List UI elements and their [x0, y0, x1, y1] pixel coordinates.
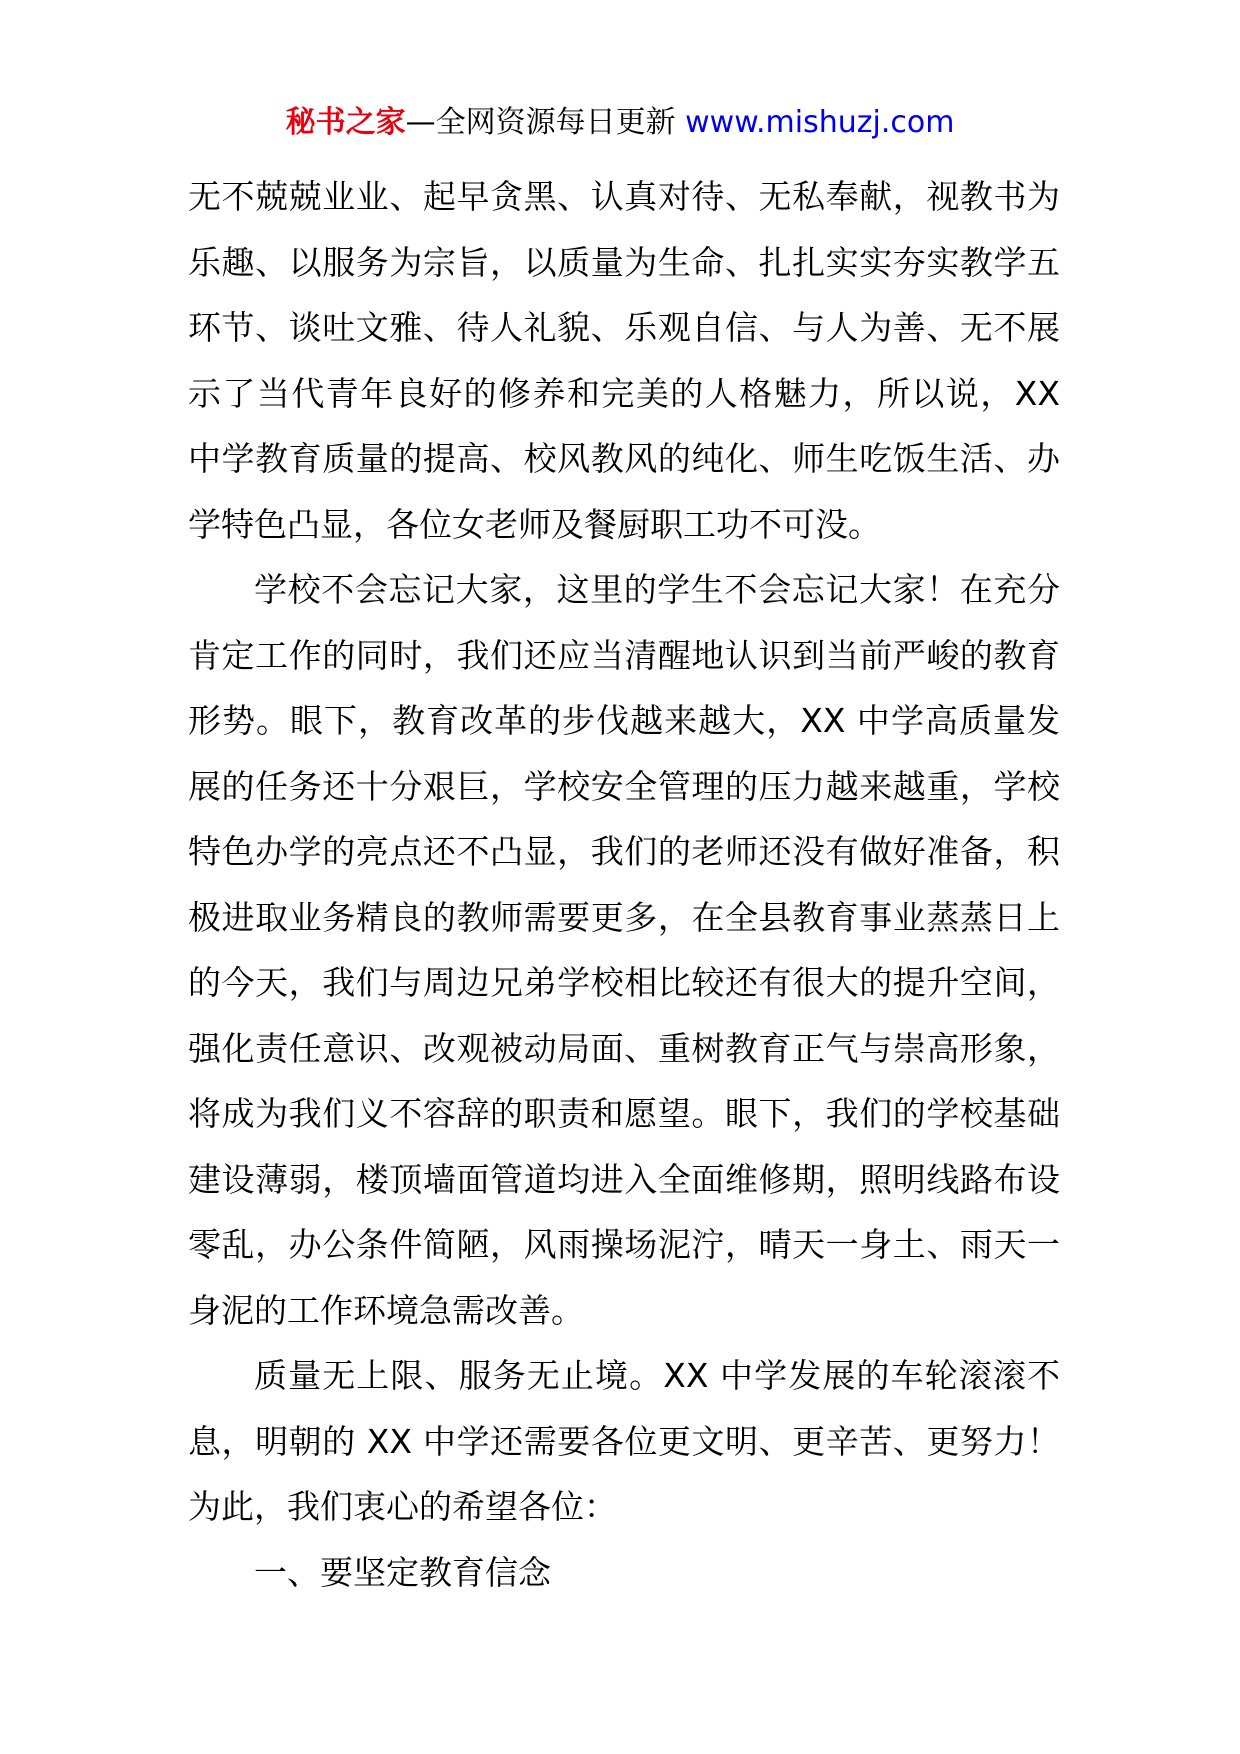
paragraph: 质量无上限、服务无止境。XX 中学发展的车轮滚滚不息，明朝的 XX 中学还需要各位更文明、更辛苦、更努力！为此，我们衷心的希望各位： — [188, 1356, 1060, 1526]
header-tagline: —全网资源每日更新 — [405, 105, 676, 140]
paragraph: 学校不会忘记大家，这里的学生不会忘记大家！在充分肯定工作的同时，我们还应当清醒地认识到当前严峻的教育形势。眼下，教育改革的步伐越来越大，XX 中学高质量发展的任务还十分艰巨，学校安全管理的压力越来越重，学校特色办学的亮点还不凸显，我们的老师还没有做好准备，积极进取业务精良的教师需要更多，在全县教育事业蒸蒸日上的今天，我们与周边兄弟学校相比较还有很大的提升空间，强化责任意识、改观被动局面、重树教育正气与崇高形象，将成为我们义不容辞的职责和愿望。眼下，我们的学校基础建设薄弱，楼顶墙面管道均进入全面维修期，照明线路布设零乱，办公条件简陋，风雨操场泥泞，晴天一身土、雨天一身泥的工作环境急需改善。 — [188, 570, 1060, 1330]
document-body — [188, 164, 1060, 1605]
site-url-link[interactable]: www.mishuzj.com — [685, 105, 955, 140]
paragraph-continued: 无不兢兢业业、起早贪黑、认真对待、无私奉献，视教书为乐趣、以服务为宗旨，以质量为生命、扎扎实实夯实教学五环节、谈吐文雅、待人礼貌、乐观自信、与人为善、无不展示了当代青年良好的修养和完美的人格魅力，所以说，XX 中学教育质量的提高、校风教风的纯化、师生吃饭生活、办学特色凸显，各位女老师及餐厨职工功不可没。 — [188, 177, 1060, 544]
page-header — [0, 103, 1240, 143]
section-heading: 一、要坚定教育信念 — [254, 1552, 551, 1592]
brand-name: 秘书之家 — [285, 105, 406, 140]
